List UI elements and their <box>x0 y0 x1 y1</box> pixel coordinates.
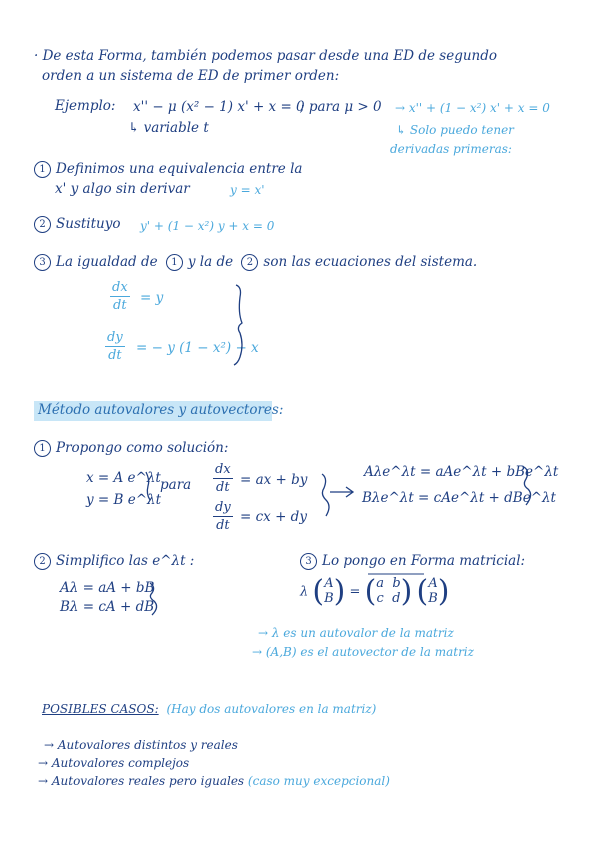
example-condition: ; para μ > 0 <box>300 99 382 115</box>
step-1-number: 1 <box>34 161 51 178</box>
example-label: Ejemplo: <box>55 98 116 114</box>
system-dy: dy <box>107 330 123 345</box>
case-item-3-note: (caso muy excepcional) <box>247 774 390 788</box>
result-brace <box>524 467 531 505</box>
simplified-eq-2: Bλ = cA + dB <box>60 599 155 615</box>
matrix-c: c <box>376 591 384 606</box>
example-note-1: ↳ Solo puedo tener <box>396 123 514 137</box>
case-item-1: → Autovalores distintos y reales <box>44 738 238 752</box>
matrix-lambda: λ <box>300 584 309 600</box>
ode-brace <box>322 474 329 516</box>
step-1-line-2: x' y algo sin derivar <box>55 181 190 197</box>
step-2-label: Sustituyo <box>56 216 121 232</box>
example-variable-note: ↳ variable t <box>128 120 209 136</box>
solution-y: y = B e^λt <box>86 492 162 508</box>
step-3-label: La igualdad de <box>56 254 158 270</box>
method-title: Método autovalores y autovectores: <box>38 402 284 418</box>
ode-dt-1: dt <box>216 480 230 495</box>
step-3-mid: y la de <box>187 254 234 270</box>
solution-bracket <box>146 472 150 500</box>
simplified-brace <box>150 583 157 615</box>
ode-rhs-2: = cx + dy <box>240 509 307 525</box>
method-note-2: → (A,B) es el autovector de la matriz <box>252 645 474 659</box>
matrix-d: d <box>392 591 401 606</box>
example-note-2: derivadas primeras: <box>390 142 512 156</box>
cases-subtitle: (Hay dos autovalores en la matriz) <box>166 702 377 716</box>
method-step-1-number: 1 <box>34 440 51 457</box>
case-item-2: → Autovalores complejos <box>38 756 190 770</box>
system-rhs-1: = y <box>140 290 164 306</box>
system-rhs-2: = − y (1 − x²) − x <box>136 340 259 356</box>
step-2-equation: y' + (1 − x²) y + x = 0 <box>140 219 275 233</box>
matrix-equation: λ (A B) = (a b c d) (A B) <box>300 574 450 609</box>
matrix-a: a <box>376 576 385 592</box>
result-eq-1: Aλe^λt = aAe^λt + bBe^λt <box>364 464 559 480</box>
implies-arrow <box>330 487 353 497</box>
method-step-1-label: Propongo como solución: <box>56 440 229 456</box>
system-dt-2: dt <box>108 348 122 363</box>
vector-a-right: A <box>428 576 438 592</box>
matrix-b: b <box>392 576 401 592</box>
intro-line-1: · De esta Forma, también podemos pasar desde una ED de segundo <box>34 48 498 64</box>
method-note-1: → λ es un autovalor de la matriz <box>258 626 454 640</box>
example-equation: x'' − μ (x² − 1) x' + x = 0 <box>133 99 305 115</box>
cases-title: POSIBLES CASOS: <box>42 702 159 716</box>
example-arrow-eq: → x'' + (1 − x²) x' + x = 0 <box>395 101 550 115</box>
method-step-3-label: Lo pongo en Forma matricial: <box>322 553 526 569</box>
para-word: para <box>160 477 192 493</box>
vector-b: B <box>324 591 334 606</box>
vector-a: A <box>324 576 334 592</box>
step-1-line-1: Definimos una equivalencia entre la <box>56 161 303 177</box>
step-3-ref-1: 1 <box>166 254 183 271</box>
simplified-eq-1: Aλ = aA + bB <box>60 580 155 596</box>
step-3-end: son las ecuaciones del sistema. <box>263 254 478 270</box>
step-3-number: 3 <box>34 254 51 271</box>
system-dx: dx <box>112 280 128 295</box>
step-3-ref-2: 2 <box>241 254 258 271</box>
ode-dy: dy <box>215 500 231 515</box>
ode-dx: dx <box>215 462 231 477</box>
step-2-number: 2 <box>34 216 51 233</box>
ode-rhs-1: = ax + by <box>240 472 308 488</box>
method-step-2-label: Simplifico las e^λt : <box>56 553 195 569</box>
method-step-3-number: 3 <box>300 553 317 570</box>
vector-b-right: B <box>428 591 438 606</box>
step-1-equation: y = x' <box>230 183 265 197</box>
intro-line-2: orden a un sistema de ED de primer orden: <box>42 68 340 84</box>
result-eq-2: Bλe^λt = cAe^λt + dBe^λt <box>362 490 556 506</box>
system-brace <box>234 285 242 365</box>
solution-x: x = A e^λt <box>86 470 161 486</box>
case-item-3: → Autovalores reales pero iguales <box>38 774 245 788</box>
matrix-equals: = <box>349 584 361 600</box>
ode-dt-2: dt <box>216 518 230 533</box>
system-dt-1: dt <box>113 298 127 313</box>
method-step-2-number: 2 <box>34 553 51 570</box>
